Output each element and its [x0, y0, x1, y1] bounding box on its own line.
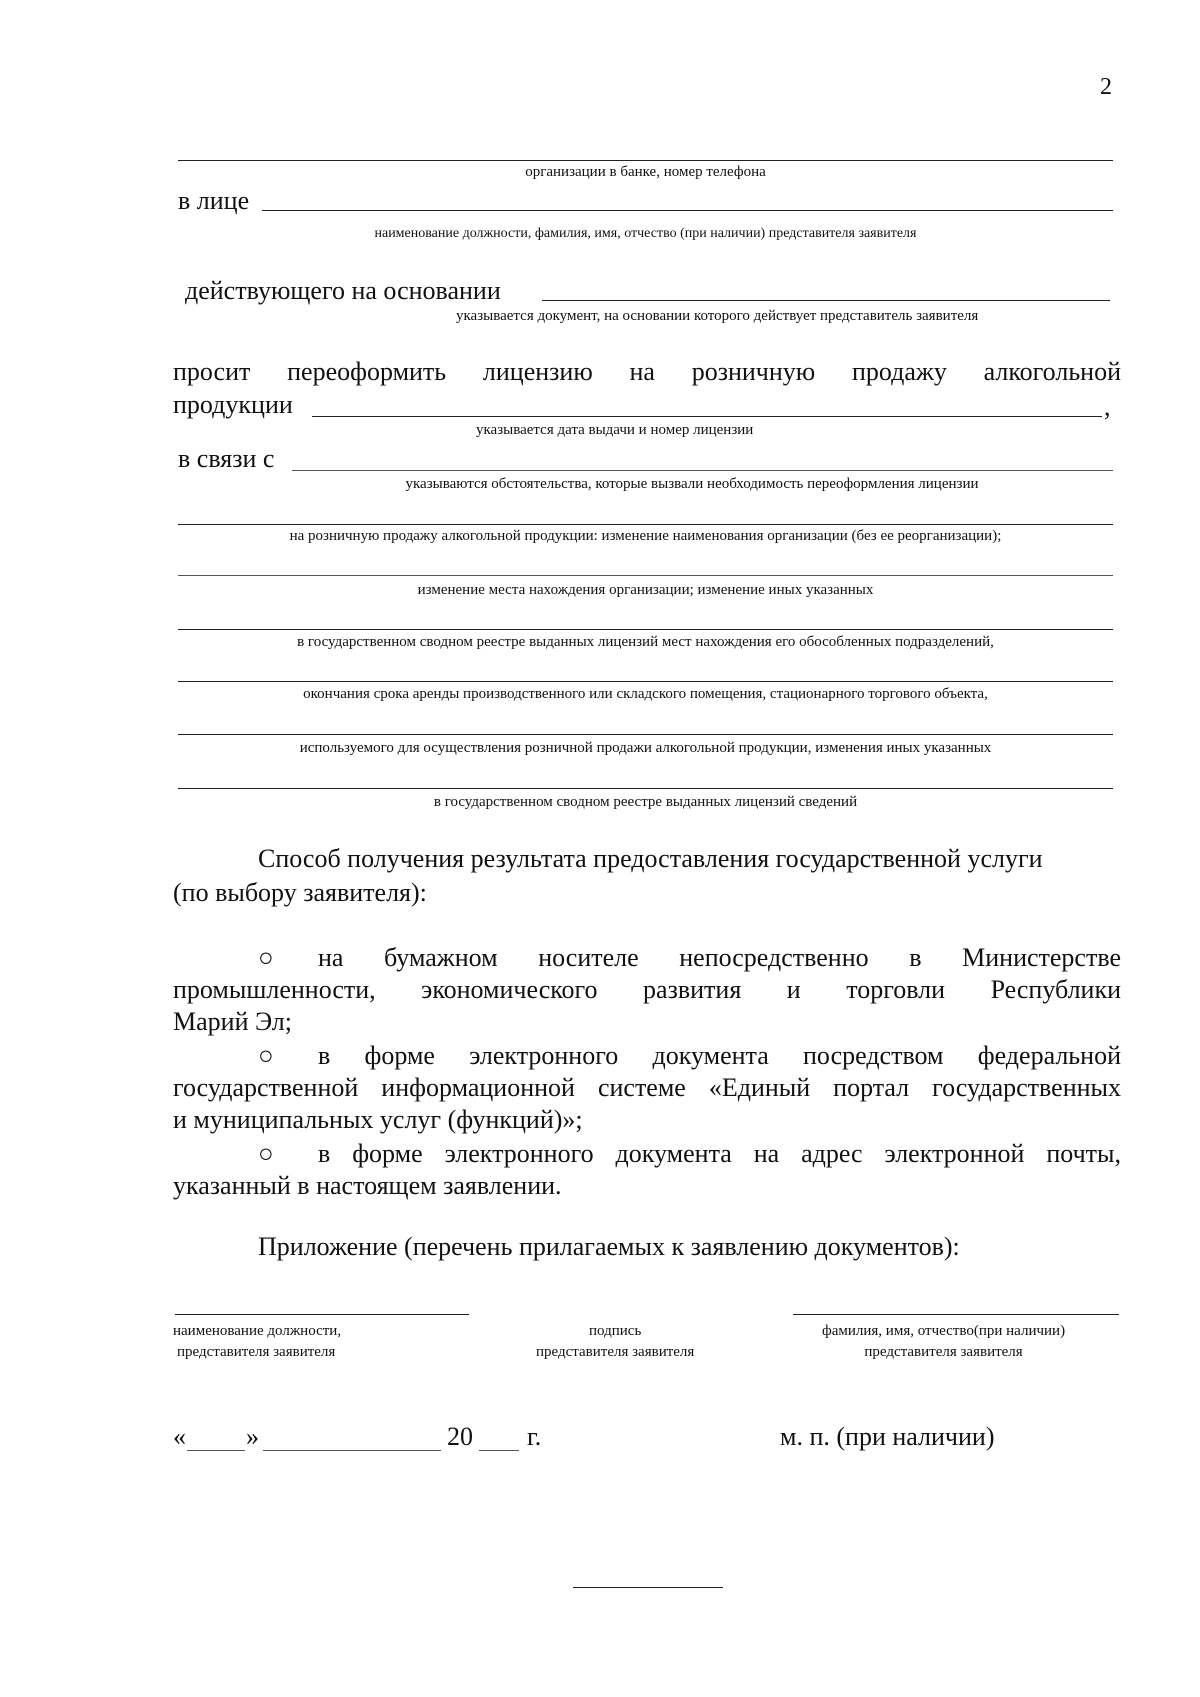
request-text-line2: продукции	[173, 390, 293, 419]
option-portal-line2: государственной информационной системе «Единый портал государственных	[173, 1073, 1121, 1102]
reason-line-3[interactable]	[178, 629, 1113, 630]
reason-line-2[interactable]	[178, 575, 1113, 576]
request-comma: ,	[1104, 392, 1111, 421]
date-year-prefix: 20	[447, 1422, 473, 1451]
method-heading-line2: (по выбору заявителя):	[173, 878, 427, 907]
representative-line[interactable]	[262, 210, 1113, 211]
caption-signature: подпись представителя заявителя	[536, 1323, 695, 1360]
license-number-line[interactable]	[312, 416, 1102, 417]
reason-line-4[interactable]	[178, 681, 1113, 682]
date-close-quote: »	[246, 1422, 259, 1451]
caption-representative: наименование должности, фамилия, имя, отчество (при наличии) представителя заявителя	[374, 226, 917, 241]
bank-phone-line[interactable]	[178, 160, 1113, 161]
circumstances-line[interactable]	[292, 470, 1113, 471]
date-year-line[interactable]	[479, 1450, 519, 1451]
option-portal-line1: в форме электронного документа посредством федеральной	[318, 1041, 1121, 1070]
method-option-paper	[173, 942, 1121, 1038]
option-paper-line2: промышленности, экономического развития и торговли Республики	[173, 975, 1121, 1004]
caption-bank-phone: организации в банке, номер телефона	[525, 164, 766, 180]
caption-reason-4: окончания срока аренды производственного или складского помещения, стационарного торгового объекта,	[303, 686, 988, 702]
method-heading-line1: Способ получения результата предоставления государственной услуги	[258, 844, 1043, 873]
reason-line-6[interactable]	[178, 788, 1113, 789]
date-month-line[interactable]	[263, 1450, 441, 1451]
request-text-line1: просит переоформить лицензию на розничную продажу алкогольной	[173, 357, 1121, 386]
name-signature-line[interactable]	[793, 1314, 1119, 1315]
caption-basis: указывается документ, на основании которого действует представитель заявителя	[456, 308, 979, 324]
method-option-email	[173, 1138, 1121, 1202]
date-year-suffix: г.	[527, 1422, 542, 1451]
reason-line-1[interactable]	[178, 524, 1113, 525]
page-number: 2	[1100, 74, 1112, 100]
position-signature-line[interactable]	[175, 1314, 469, 1315]
caption-reason-6: в государственном сводном реестре выданных лицензий сведений	[433, 794, 858, 810]
reason-line-5[interactable]	[178, 734, 1113, 735]
caption-license-date: указывается дата выдачи и номер лицензии	[476, 422, 754, 438]
option-paper-line1: на бумажном носителе непосредственно в Министерстве	[318, 943, 1121, 972]
caption-fullname: фамилия, имя, отчество(при наличии) представителя заявителя	[822, 1323, 1066, 1360]
option-email-line1: в форме электронного документа на адрес электронной почты,	[318, 1139, 1121, 1168]
caption-reason-1: на розничную продажу алкогольной продукции: изменение наименования организации (без ее реорганизации);	[289, 528, 1002, 544]
caption-circumstances: указываются обстоятельства, которые вызвали необходимость переоформления лицензии	[405, 476, 979, 492]
radio-circle-icon[interactable]: ○	[258, 943, 274, 972]
caption-reason-3: в государственном сводном реестре выданных лицензий мест нахождения его обособленных подразделений,	[297, 634, 994, 650]
radio-circle-icon[interactable]: ○	[258, 1139, 274, 1168]
method-option-portal	[173, 1040, 1121, 1136]
label-in-connection: в связи с	[178, 444, 275, 473]
radio-circle-icon[interactable]: ○	[258, 1041, 274, 1070]
option-portal-line3: и муниципальных услуг (функций)»;	[173, 1105, 583, 1134]
caption-reason-2: изменение места нахождения организации; изменение иных указанных	[417, 582, 874, 598]
caption-position: наименование должности, представителя заявителя	[173, 1323, 342, 1360]
end-separator	[573, 1587, 723, 1588]
caption-reason-5: используемого для осуществления розничной продажи алкогольной продукции, изменения иных указанных	[299, 740, 992, 756]
label-acting-basis: действующего на основании	[185, 276, 501, 305]
attachment-heading: Приложение (перечень прилагаемых к заявлению документов):	[258, 1232, 960, 1261]
basis-line[interactable]	[542, 300, 1110, 301]
date-day-line[interactable]	[187, 1450, 245, 1451]
option-email-line2: указанный в настоящем заявлении.	[173, 1171, 562, 1200]
option-paper-line3: Марий Эл;	[173, 1007, 293, 1036]
label-in-person: в лице	[178, 186, 250, 215]
date-open-quote: «	[173, 1422, 186, 1451]
seal-place-text: м. п. (при наличии)	[780, 1422, 995, 1451]
